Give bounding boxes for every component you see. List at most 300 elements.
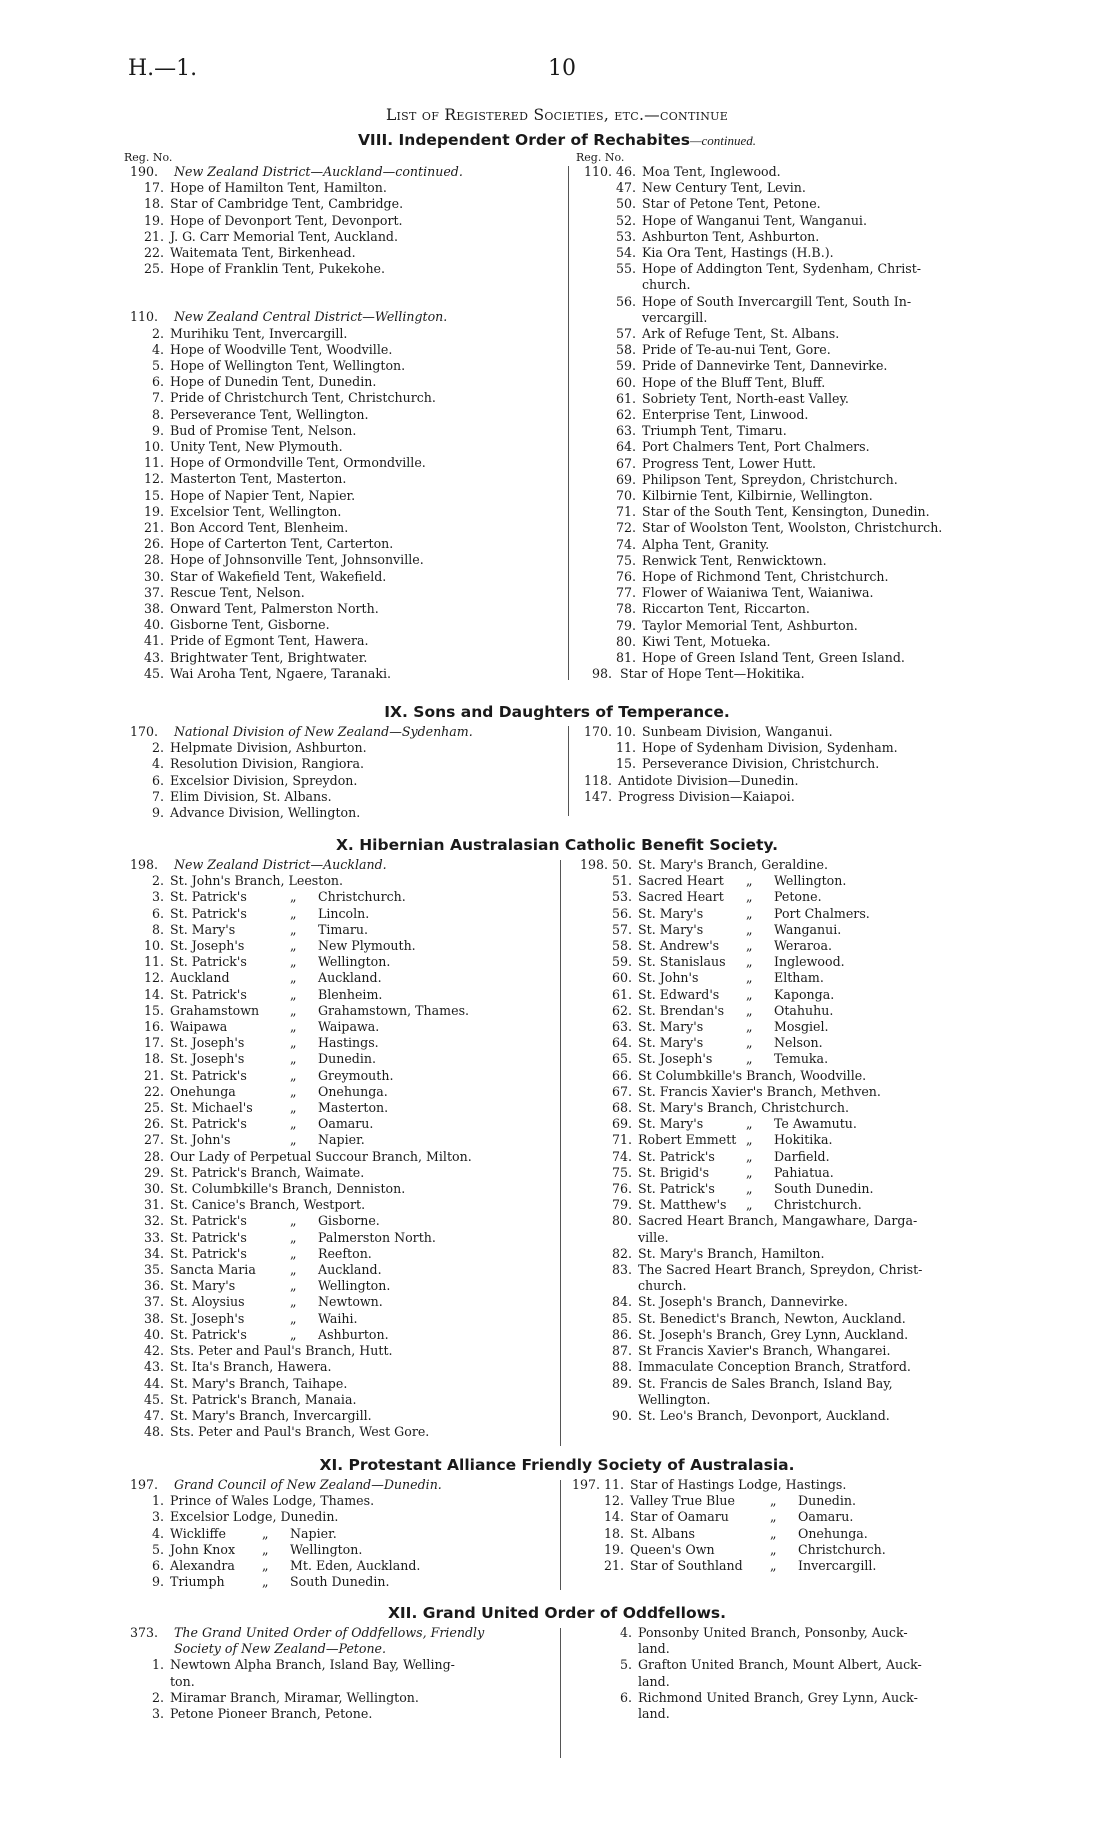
district-heading: New Zealand Central District—Wellington.	[174, 309, 448, 325]
item-number: 10.	[615, 724, 636, 739]
branch-place: Christchurch.	[798, 1541, 886, 1557]
ditto-mark: „	[290, 1326, 297, 1342]
list-item	[610, 1327, 1010, 1343]
item-number: 40.	[143, 1326, 164, 1342]
list-item	[610, 1084, 1010, 1100]
list-item-text: Hope of Devonport Tent, Devonport.	[170, 212, 403, 228]
branch-place: Onehunga.	[318, 1083, 388, 1099]
item-number: 69.	[611, 1116, 632, 1132]
ditto-mark: „	[290, 1278, 297, 1294]
item-number: 64.	[611, 1035, 632, 1051]
branch-place: Wellington.	[774, 873, 847, 889]
list-item-text: St. Mary's Branch, Invercargill.	[170, 1407, 372, 1423]
list-item-text: Kiwi Tent, Motueka.	[642, 633, 771, 649]
list-item	[614, 229, 1004, 245]
list-item	[130, 1149, 570, 1165]
list-item-text: Hope of Carterton Tent, Carterton.	[170, 536, 394, 552]
ditto-mark: „	[290, 1245, 297, 1261]
ditto-mark: „	[290, 1213, 297, 1229]
sec11-left-head-row	[130, 1477, 560, 1493]
item-number: 21.	[603, 1558, 624, 1574]
branch-place: Te Awamutu.	[774, 1116, 857, 1132]
item-number: 18.	[603, 1525, 624, 1541]
item-number: 16.	[143, 1019, 164, 1035]
branch-name: St. Patrick's	[170, 1229, 247, 1245]
list-item	[614, 740, 1004, 756]
reg-number: 197.	[130, 1477, 159, 1492]
list-item	[614, 569, 1004, 585]
list-item	[130, 390, 560, 406]
item-number: 80.	[611, 1213, 632, 1229]
list-item-text: St. Mary's Branch, Geraldine.	[638, 857, 828, 872]
branch-name: Star of Oamaru	[630, 1509, 729, 1525]
branch-name: St. Stanislaus	[638, 954, 726, 970]
item-number: 25.	[143, 1100, 164, 1116]
list-item-text: Miramar Branch, Miramar, Wellington.	[170, 1689, 419, 1705]
item-number: 53.	[615, 228, 636, 244]
list-item	[584, 773, 1004, 789]
list-item	[610, 873, 1010, 889]
item-number: 3.	[151, 1706, 164, 1722]
item-number: 76.	[611, 1181, 632, 1197]
branch-name: Sacred Heart	[638, 889, 724, 905]
list-item-text: St. Mary's Branch, Taihape.	[170, 1375, 348, 1391]
branch-place: Oamaru.	[318, 1116, 374, 1132]
ditto-mark: „	[290, 986, 297, 1002]
item-number: 11.	[615, 740, 636, 756]
sec8-right-tail	[592, 666, 1004, 682]
branch-name: St. Matthew's	[638, 1197, 727, 1213]
item-number: 21.	[143, 520, 164, 536]
item-number: 9.	[151, 805, 164, 821]
branch-name: St. Andrew's	[638, 938, 720, 954]
section-title-ix: IX. Sons and Daughters of Temperance.	[384, 703, 730, 721]
list-title: List of Registered Societies, etc.—continue	[385, 106, 729, 124]
item-number: 59.	[615, 358, 636, 374]
reg-no-label-right: Reg. No.	[576, 151, 625, 164]
branch-name: St. John's	[638, 970, 699, 986]
list-item	[130, 1084, 570, 1100]
list-item	[602, 1542, 1002, 1558]
branch-place: Inglewood.	[774, 954, 845, 970]
list-item-text: Resolution Division, Rangiora.	[170, 756, 364, 772]
item-number: 63.	[615, 423, 636, 439]
branch-name: Grahamstown	[170, 1002, 260, 1018]
list-item	[130, 488, 560, 504]
branch-place: Eltham.	[774, 970, 824, 986]
branch-name: St. Joseph's	[170, 1035, 245, 1051]
branch-name: St. Mary's	[638, 1116, 704, 1132]
item-number: 43.	[143, 649, 164, 665]
branch-name: St. Patrick's	[170, 905, 247, 921]
item-number: 9.	[151, 422, 164, 438]
list-item-text: Star of Petone Tent, Petone.	[642, 196, 821, 212]
list-item	[610, 1132, 1010, 1148]
list-item-text: Star of Hope Tent—Hokitika.	[620, 666, 805, 682]
reg-no-label-left: Reg. No.	[124, 151, 173, 164]
item-number: 50.	[615, 196, 636, 212]
list-item	[130, 213, 560, 229]
sec10-left-column	[130, 857, 570, 1440]
list-item-text: Elim Division, St. Albans.	[170, 788, 332, 804]
list-item-text: Star of Hastings Lodge, Hastings.	[630, 1477, 847, 1492]
list-item	[130, 666, 560, 682]
list-item-text: Triumph Tent, Timaru.	[642, 423, 787, 439]
list-item-text: Masterton Tent, Masterton.	[170, 471, 347, 487]
item-number: 29.	[143, 1164, 164, 1180]
item-number: 28.	[143, 1148, 164, 1164]
sec10-left-list	[130, 873, 570, 1440]
item-number: 19.	[143, 503, 164, 519]
list-item	[610, 1019, 1010, 1035]
reg-number: 198.	[580, 857, 609, 872]
branch-place: Waihi.	[318, 1310, 358, 1326]
list-item	[130, 889, 570, 905]
list-item	[614, 488, 1004, 504]
list-item-text: St. Patrick's Branch, Manaia.	[170, 1391, 357, 1407]
ditto-mark: „	[262, 1525, 269, 1541]
sec12-right-column	[580, 1625, 1010, 1722]
list-item	[130, 471, 560, 487]
item-number: 62.	[611, 1002, 632, 1018]
branch-place: Pahiatua.	[774, 1164, 834, 1180]
sec12-right-list	[610, 1625, 1010, 1722]
item-number: 6.	[151, 772, 164, 788]
list-item-text: Advance Division, Wellington.	[170, 805, 361, 821]
branch-place: Mt. Eden, Auckland.	[290, 1558, 421, 1574]
branch-place: Weraroa.	[774, 938, 833, 954]
list-item	[130, 1392, 570, 1408]
ditto-mark: „	[746, 921, 753, 937]
branch-name: St. Edward's	[638, 986, 720, 1002]
sec11-left-list	[130, 1493, 560, 1590]
item-number: 6.	[619, 1689, 632, 1705]
ditto-mark: „	[770, 1541, 777, 1557]
sec10-right-column	[580, 857, 1010, 1424]
item-number: 1.	[151, 1493, 164, 1509]
ditto-mark: „	[746, 889, 753, 905]
list-item	[130, 585, 560, 601]
list-item-text: The Sacred Heart Branch, Spreydon, Christ-	[638, 1262, 923, 1278]
item-number: 74.	[615, 536, 636, 552]
branch-place: Mosgiel.	[774, 1019, 829, 1035]
item-number: 30.	[143, 568, 164, 584]
item-number: 54.	[615, 245, 636, 261]
item-number: 5.	[151, 358, 164, 374]
item-number: 30.	[143, 1181, 164, 1197]
ditto-mark: „	[746, 1164, 753, 1180]
branch-place: Christchurch.	[774, 1197, 862, 1213]
list-item	[610, 1343, 1010, 1359]
branch-place: South Dunedin.	[774, 1181, 874, 1197]
item-number: 4.	[151, 341, 164, 357]
list-item	[610, 1116, 1010, 1132]
branch-place: Wanganui.	[774, 921, 842, 937]
ditto-mark: „	[290, 1310, 297, 1326]
list-item-text: St. John's Branch, Leeston.	[170, 873, 344, 889]
page-number: 10	[548, 56, 576, 81]
list-item	[130, 756, 560, 772]
branch-name: St. Joseph's	[170, 938, 245, 954]
branch-name: St. Brigid's	[638, 1164, 710, 1180]
branch-place: Greymouth.	[318, 1067, 394, 1083]
list-item-text: Excelsior Lodge, Dunedin.	[170, 1509, 339, 1525]
item-number: 17.	[143, 180, 164, 196]
item-number: 80.	[615, 633, 636, 649]
list-item	[614, 326, 1004, 342]
list-item-text: Hope of Addington Tent, Sydenham, Christ-	[642, 261, 922, 277]
list-item	[130, 922, 570, 938]
item-number: 88.	[611, 1359, 632, 1375]
column-divider	[560, 1480, 561, 1590]
list-item	[130, 407, 560, 423]
item-number: 67.	[615, 455, 636, 471]
list-item	[610, 1657, 1010, 1673]
list-item	[130, 1311, 570, 1327]
list-item	[610, 1051, 1010, 1067]
column-divider	[568, 166, 569, 680]
reg-number: 110.	[584, 164, 613, 179]
item-number: 45.	[143, 665, 164, 681]
list-item	[602, 1558, 1002, 1574]
branch-place: Wellington.	[290, 1541, 363, 1557]
item-number: 83.	[611, 1262, 632, 1278]
list-item-text: Hope of Sydenham Division, Sydenham.	[642, 740, 898, 756]
list-item-text: Prince of Wales Lodge, Thames.	[170, 1493, 375, 1509]
branch-name: St. Joseph's	[638, 1051, 713, 1067]
item-number: 4.	[151, 1525, 164, 1541]
item-number: 18.	[143, 196, 164, 212]
item-number: 58.	[615, 342, 636, 358]
list-item-text: Newtown Alpha Branch, Island Bay, Welling-	[170, 1657, 455, 1673]
ditto-mark: „	[746, 1181, 753, 1197]
branch-name: St. John's	[170, 1132, 231, 1148]
branch-name: Alexandra	[170, 1558, 235, 1574]
list-item	[610, 1197, 1010, 1213]
sec12-left-list	[130, 1657, 562, 1722]
item-number: 27.	[143, 1132, 164, 1148]
item-number: 15.	[615, 756, 636, 772]
list-item-text: St. Francis de Sales Branch, Island Bay,	[638, 1375, 893, 1391]
item-number: 79.	[611, 1197, 632, 1213]
list-item-text: Sacred Heart Branch, Mangawhare, Darga-	[638, 1213, 918, 1229]
list-item-text: St. Joseph's Branch, Dannevirke.	[638, 1294, 848, 1310]
item-number: 118.	[584, 772, 613, 788]
item-number: 63.	[611, 1019, 632, 1035]
item-number: 66.	[611, 1067, 632, 1083]
list-item	[130, 1327, 570, 1343]
list-item	[130, 423, 560, 439]
item-number: 19.	[603, 1541, 624, 1557]
item-number: 12.	[603, 1493, 624, 1509]
item-number: 32.	[143, 1213, 164, 1229]
branch-place: Newtown.	[318, 1294, 383, 1310]
list-item	[130, 987, 570, 1003]
sec10-left-head-row	[130, 857, 570, 873]
list-item-text: St. Francis Xavier's Branch, Methven.	[638, 1083, 881, 1099]
list-item	[130, 196, 560, 212]
list-item	[614, 342, 1004, 358]
branch-place: Dunedin.	[798, 1493, 856, 1509]
item-number: 6.	[151, 1558, 164, 1574]
list-item	[610, 970, 1010, 986]
list-item-text: Excelsior Division, Spreydon.	[170, 772, 358, 788]
branch-name: St. Patrick's	[170, 986, 247, 1002]
item-number: 33.	[143, 1229, 164, 1245]
item-number: 87.	[611, 1343, 632, 1359]
list-item	[130, 1181, 570, 1197]
branch-name: Sancta Maria	[170, 1262, 256, 1278]
list-item	[610, 954, 1010, 970]
list-item-continuation: church.	[642, 277, 691, 293]
list-item-text: Kilbirnie Tent, Kilbirnie, Wellington.	[642, 488, 873, 504]
sec11-left-column	[130, 1477, 560, 1590]
branch-place: Napier.	[318, 1132, 365, 1148]
ditto-mark: „	[290, 1229, 297, 1245]
item-number: 22.	[143, 245, 164, 261]
item-number: 46.	[615, 164, 636, 179]
list-item-text: Hope of Wanganui Tent, Wanganui.	[642, 212, 867, 228]
sec12-left-column	[130, 1625, 562, 1722]
list-item	[614, 601, 1004, 617]
list-item	[610, 1246, 1010, 1262]
list-item	[130, 789, 560, 805]
list-item	[130, 229, 560, 245]
list-item-continuation: Wellington.	[638, 1391, 711, 1407]
item-number: 38.	[143, 601, 164, 617]
branch-place: Otahuhu.	[774, 1002, 834, 1018]
ditto-mark: „	[770, 1558, 777, 1574]
district-heading: New Zealand District—Auckland.	[174, 857, 387, 872]
list-item	[130, 180, 560, 196]
list-item-text: Brightwater Tent, Brightwater.	[170, 649, 368, 665]
item-number: 52.	[615, 212, 636, 228]
district-heading: New Zealand District—Auckland—continued.	[174, 164, 463, 179]
list-item	[130, 1003, 570, 1019]
sec12-left-head-row	[130, 1625, 562, 1641]
list-item	[130, 1424, 570, 1440]
list-item-text: Immaculate Conception Branch, Stratford.	[638, 1359, 911, 1375]
list-item	[610, 1359, 1010, 1375]
list-item	[130, 1035, 570, 1051]
sec9-left-list	[130, 740, 560, 821]
list-item	[130, 1376, 570, 1392]
branch-place: Auckland.	[318, 1262, 382, 1278]
list-item	[130, 536, 560, 552]
list-item-text: St. Patrick's Branch, Waimate.	[170, 1164, 365, 1180]
item-number: 38.	[143, 1310, 164, 1326]
list-item-text: Hope of the Bluff Tent, Bluff.	[642, 374, 826, 390]
list-item-text: Gisborne Tent, Gisborne.	[170, 617, 330, 633]
branch-name: St. Patrick's	[170, 1116, 247, 1132]
list-item	[130, 1706, 562, 1722]
list-item	[130, 1197, 570, 1213]
list-item	[610, 1003, 1010, 1019]
list-item	[130, 1100, 570, 1116]
list-item	[130, 1019, 570, 1035]
list-item	[614, 618, 1004, 634]
ditto-mark: „	[262, 1558, 269, 1574]
reg-number: 373.	[130, 1625, 159, 1640]
branch-name: St. Patrick's	[170, 1213, 247, 1229]
list-item	[610, 938, 1010, 954]
list-item	[610, 1165, 1010, 1181]
list-item-text: St. Columbkille's Branch, Denniston.	[170, 1181, 406, 1197]
branch-name: Star of Southland	[630, 1558, 743, 1574]
item-number: 31.	[143, 1197, 164, 1213]
branch-name: Queen's Own	[630, 1541, 715, 1557]
list-item	[130, 569, 560, 585]
branch-place: Blenheim.	[318, 986, 383, 1002]
item-number: 37.	[143, 584, 164, 600]
list-item	[614, 439, 1004, 455]
list-item	[130, 1116, 570, 1132]
list-item-text: Perseverance Division, Christchurch.	[642, 756, 880, 772]
list-item	[130, 1294, 570, 1310]
item-number: 76.	[615, 569, 636, 585]
branch-name: St. Mary's	[638, 1019, 704, 1035]
list-item-text: Petone Pioneer Branch, Petone.	[170, 1706, 373, 1722]
item-number: 10.	[143, 938, 164, 954]
branch-name: Sacred Heart	[638, 873, 724, 889]
ditto-mark: „	[290, 1035, 297, 1051]
item-number: 19.	[143, 212, 164, 228]
ditto-mark: „	[746, 954, 753, 970]
item-number: 64.	[615, 439, 636, 455]
branch-name: St. Mary's	[638, 905, 704, 921]
sec8-left-column	[130, 164, 560, 682]
branch-place: Wellington.	[318, 1278, 391, 1294]
list-item-text: Ashburton Tent, Ashburton.	[642, 228, 820, 244]
list-item-text: Star of the South Tent, Kensington, Dunedin.	[642, 504, 930, 520]
ditto-mark: „	[290, 905, 297, 921]
list-item	[130, 650, 560, 666]
list-item	[614, 164, 1004, 180]
list-item-text: Unity Tent, New Plymouth.	[170, 439, 343, 455]
list-item	[610, 1149, 1010, 1165]
list-item	[610, 1068, 1010, 1084]
list-item-text: Pride of Dannevirke Tent, Dannevirke.	[642, 358, 888, 374]
ditto-mark: „	[262, 1541, 269, 1557]
item-number: 14.	[143, 986, 164, 1002]
item-number: 65.	[611, 1051, 632, 1067]
branch-name: St. Patrick's	[170, 1067, 247, 1083]
list-item-text: Enterprise Tent, Linwood.	[642, 407, 809, 423]
list-item	[610, 1408, 1010, 1424]
ditto-mark: „	[746, 938, 753, 954]
list-item-text: Pride of Christchurch Tent, Christchurch.	[170, 390, 436, 406]
item-number: 78.	[615, 601, 636, 617]
ditto-mark: „	[746, 1035, 753, 1051]
item-number: 57.	[615, 326, 636, 342]
branch-place: Invercargill.	[798, 1558, 877, 1574]
district-heading: Grand Council of New Zealand—Dunedin.	[174, 1477, 442, 1492]
item-number: 75.	[611, 1164, 632, 1180]
list-item-text: St. Mary's Branch, Christchurch.	[638, 1100, 850, 1116]
list-item	[614, 180, 1004, 196]
list-item	[610, 1625, 1010, 1641]
item-number: 14.	[603, 1509, 624, 1525]
list-item-text: Grafton United Branch, Mount Albert, Auck-	[638, 1657, 922, 1673]
list-item-text: Rescue Tent, Nelson.	[170, 584, 305, 600]
item-number: 40.	[143, 617, 164, 633]
branch-place: Dunedin.	[318, 1051, 376, 1067]
item-number: 59.	[611, 954, 632, 970]
item-number: 6.	[151, 374, 164, 390]
ditto-mark: „	[746, 905, 753, 921]
list-item-continuation: ville.	[638, 1229, 669, 1245]
branch-place: Christchurch.	[318, 889, 406, 905]
